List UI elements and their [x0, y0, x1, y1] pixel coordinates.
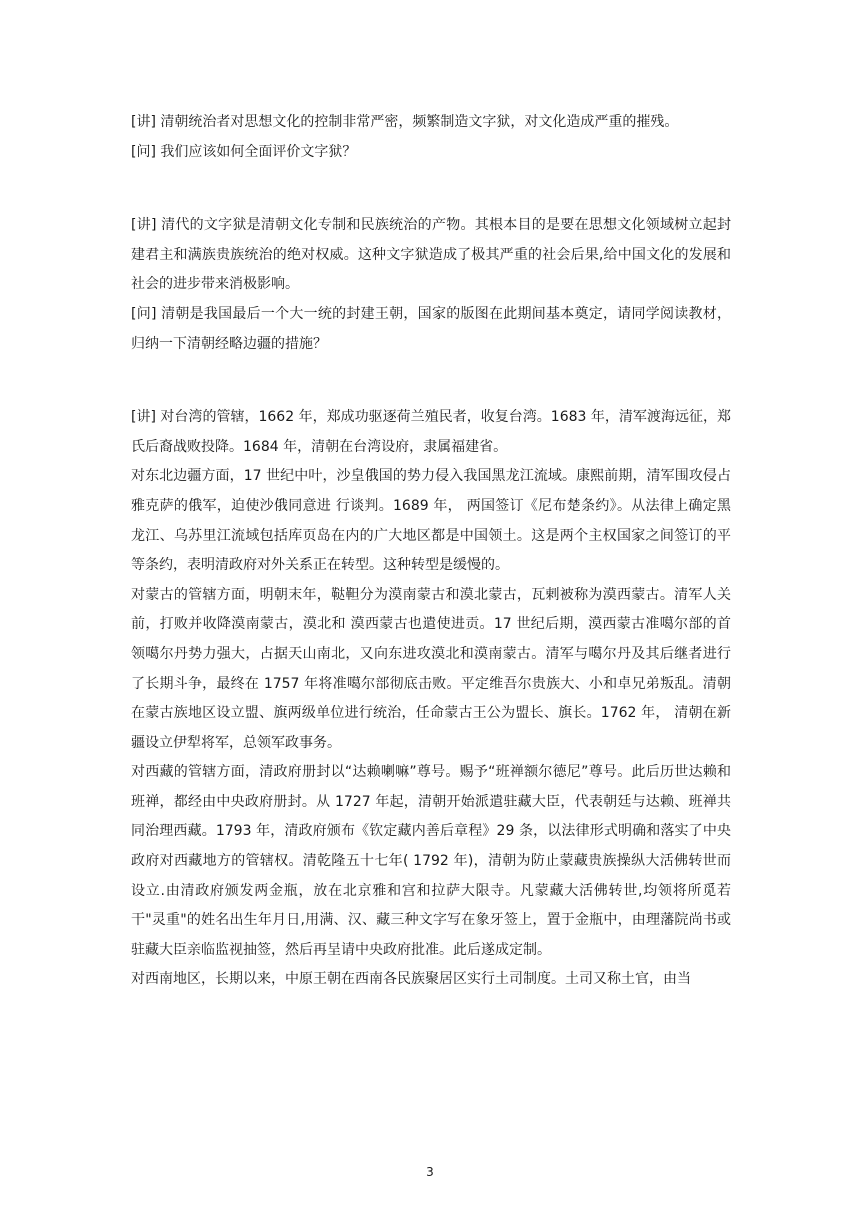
paragraph-lecture-evaluation: [讲] 清代的文字狱是清朝文化专制和民族统治的产物。其根本目的是要在思想文化领域树立起封建君主和满族贵族统治的绝对权威。这种文字狱造成了极其严重的社会后果,给中国文化的发展和社会的进步带来消极影响。	[131, 217, 731, 293]
paragraph-lecture-literary-inquisition: [讲] 清朝统治者对思想文化的控制非常严密，频繁制造文字狱，对文化造成严重的摧残。	[131, 114, 679, 130]
paragraph-question-evaluate: [问] 我们应该如何全面评价文字狱？	[131, 143, 357, 160]
paragraph-spacer	[131, 167, 731, 211]
document-body	[131, 108, 731, 995]
paragraph-mongolia: 对蒙古的管辖方面，明朝末年，鞑靼分为漠南蒙古和漠北蒙古，瓦剌被称为漠西蒙古。清军人关前，打败并收降漠南蒙古，漠北和 漠西蒙古也遣使进贡。17 世纪后期，漠西蒙古准噶尔部的首领噶尔丹势力强大，占据天山南北，又向东进攻漠北和漠南蒙古。清军与噶尔丹及其后继者进行了长期斗争，最终在 1757 年将准噶尔部彻底击败。平定维吾尔贵族大、小和卓兄弟叛乱。清朝在蒙古族地区设立盟、旗两级单位进行统治，任命蒙古王公为盟长、旗长。1762 年， 清朝在新疆设立伊犁将军，总领军政事务。	[131, 586, 731, 751]
paragraph-question-frontier: [问] 清朝是我国最后一个大一统的封建王朝，国家的版图在此期间基本奠定，请同学阅读教材，归纳一下清朝经略边疆的措施？	[131, 305, 731, 352]
paragraph-southwest: 对西南地区，长期以来，中原王朝在西南各民族聚居区实行土司制度。土司又称土官，由当	[131, 971, 691, 988]
paragraph-spacer	[131, 359, 731, 403]
paragraph-taiwan: [讲] 对台湾的管辖，1662 年，郑成功驱逐荷兰殖民者，收复台湾。1683 年，清军渡海远征，郑氏后裔战败投降。1684 年，清朝在台湾设府，隶属福建省。	[131, 409, 731, 455]
paragraph-tibet: 对西藏的管辖方面，清政府册封以“达赖喇嘛”尊号。赐予“班禅额尔德尼”尊号。此后历世达赖和班禅，都经由中央政府册封。从 1727 年起，清朝开始派遣驻藏大臣，代表朝廷与达赖、班禅共同治理西藏。1793 年，清政府颁布《钦定藏内善后章程》29 条，以法律形式明确和落实了中央政府对西藏地方的管辖权。清乾隆五十七年( 1792 年)，清朝为防止蒙藏贵族操纵大活佛转世而设立.由清政府颁发两金瓶，放在北京雅和宫和拉萨大限寺。凡蒙藏大活佛转世,均领将所觅若干"灵重"的姓名出生年月日,用满、汉、藏三种文字写在象牙签上，置于金瓶中，由理藩院尚书或驻藏大臣亲临监视抽签，然后再呈请中央政府批准。此后遂成定制。	[131, 764, 731, 958]
page-number: 3	[426, 1165, 434, 1179]
paragraph-northeast: 对东北边疆方面，17 世纪中叶，沙皇俄国的势力侵入我国黑龙江流域。康熙前期，清军围攻侵占雅克萨的俄军，迫使沙俄同意进 行谈判。1689 年， 两国签订《尼布楚条约》。从法律上确定黑龙江、乌苏里江流域包括库页岛在内的广大地区都是中国领土。这是两个主权国家之间签订的平等条约，表明清政府对外关系正在转型。这种转型是缓慢的。	[131, 468, 731, 574]
